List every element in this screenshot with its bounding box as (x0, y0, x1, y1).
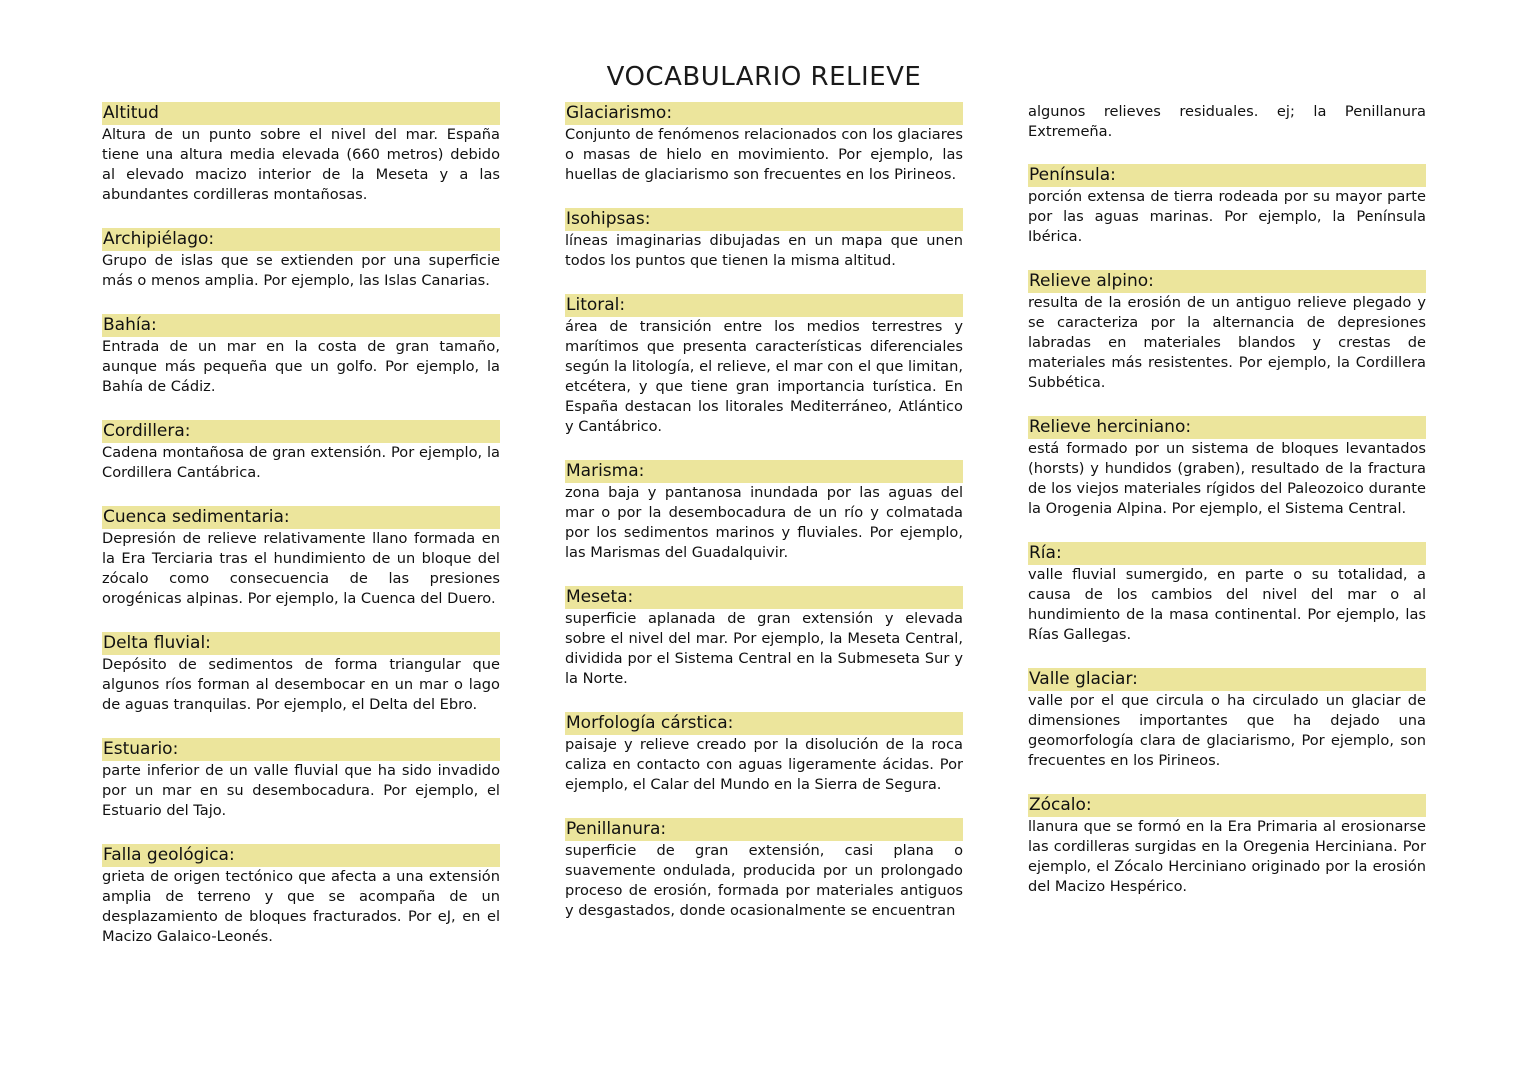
term-definition: zona baja y pantanosa inundada por las aguas del mar o por la desembocadura de un río y colmatada por los sedimentos marinos y fluviales. Por ejemplo, las Marismas del Guadalquivir. (565, 484, 963, 561)
glossary-entry (565, 102, 963, 185)
term-definition: líneas imaginarias dibujadas en un mapa que unen todos los puntos que tienen la misma altitud. (565, 232, 963, 269)
glossary-entry (1028, 164, 1426, 247)
glossary-entry (102, 102, 500, 205)
term-heading: Relieve herciniano: (1028, 416, 1426, 439)
term-heading: Litoral: (565, 294, 963, 317)
glossary-entry (565, 460, 963, 563)
column-2 (565, 102, 963, 944)
term-definition: valle fluvial sumergido, en parte o su totalidad, a causa de los cambios del nivel del mar o al hundimiento de la masa continental. Por ejemplo, las Rías Gallegas. (1028, 566, 1426, 643)
term-definition: Grupo de islas que se extienden por una superficie más o menos amplia. Por ejemplo, las Islas Canarias. (102, 252, 500, 289)
term-heading: Estuario: (102, 738, 500, 761)
term-heading: Ría: (1028, 542, 1426, 565)
column-1 (102, 102, 500, 970)
glossary-entry (102, 738, 500, 821)
term-heading: Zócalo: (1028, 794, 1426, 817)
term-heading: Cordillera: (102, 420, 500, 443)
term-definition: resulta de la erosión de un antiguo relieve plegado y se caracteriza por la alternancia de depresiones labradas en materiales blandos y crestas de materiales más resistentes. Por ejemplo, la Cordillera Subbética. (1028, 294, 1426, 391)
term-definition: llanura que se formó en la Era Primaria al erosionarse las cordilleras surgidas en la Oregenia Herciniana. Por ejemplo, el Zócalo Herciniano originado por la erosión del Macizo Hespérico. (1028, 818, 1426, 895)
term-definition: está formado por un sistema de bloques levantados (horsts) y hundidos (graben), resultado de la fractura de los viejos materiales rígidos del Paleozoico durante la Orogenia Alpina. Por ejemplo, el Sistema Central. (1028, 440, 1426, 517)
glossary-entry (565, 586, 963, 689)
term-heading: Falla geológica: (102, 844, 500, 867)
term-definition: Depresión de relieve relativamente llano formada en la Era Terciaria tras el hundimiento de un bloque del zócalo como consecuencia de las presiones orogénicas alpinas. Por ejemplo, la Cuenca del Duero. (102, 530, 500, 607)
glossary-entry (1028, 794, 1426, 897)
glossary-entry (1028, 542, 1426, 645)
term-definition: porción extensa de tierra rodeada por su mayor parte por las aguas marinas. Por ejemplo, la Península Ibérica. (1028, 188, 1426, 245)
glossary-entry (102, 420, 500, 483)
term-definition: superficie aplanada de gran extensión y elevada sobre el nivel del mar. Por ejemplo, la Meseta Central, dividida por el Sistema Central en la Submeseta Sur y la Norte. (565, 610, 963, 687)
term-heading: Glaciarismo: (565, 102, 963, 125)
term-definition: grieta de origen tectónico que afecta a una extensión amplia de terreno y que se acompaña de un desplazamiento de bloques fracturados. Por eJ, en el Macizo Galaico-Leonés. (102, 868, 500, 945)
glossary-entry (1028, 270, 1426, 393)
term-definition: paisaje y relieve creado por la disolución de la roca caliza en contacto con aguas ligeramente ácidas. Por ejemplo, el Calar del Mundo en la Sierra de Segura. (565, 736, 963, 793)
term-heading: Delta fluvial: (102, 632, 500, 655)
glossary-entry (102, 632, 500, 715)
term-heading: Isohipsas: (565, 208, 963, 231)
glossary-entry (565, 294, 963, 437)
term-definition: valle por el que circula o ha circulado un glaciar de dimensiones importantes que ha dejado una geomorfología clara de glaciarismo, Por ejemplo, son frecuentes en los Pirineos. (1028, 692, 1426, 769)
term-definition: Cadena montañosa de gran extensión. Por ejemplo, la Cordillera Cantábrica. (102, 444, 500, 481)
term-heading: Morfología cárstica: (565, 712, 963, 735)
glossary-entry (102, 314, 500, 397)
glossary-entry (565, 818, 963, 921)
term-definition: Conjunto de fenómenos relacionados con los glaciares o masas de hielo en movimiento. Por ejemplo, las huellas de glaciarismo son frecuentes en los Pirineos. (565, 126, 963, 183)
glossary-entry (1028, 668, 1426, 771)
term-heading: Bahía: (102, 314, 500, 337)
page-title: VOCABULARIO RELIEVE (606, 62, 922, 92)
term-heading: Cuenca sedimentaria: (102, 506, 500, 529)
term-definition: superficie de gran extensión, casi plana o suavemente ondulada, producida por un prolongado proceso de erosión, formada por materiales antiguos y desgastados, donde ocasionalmente se encuentran (565, 842, 963, 919)
glossary-entry (102, 228, 500, 291)
term-definition: parte inferior de un valle fluvial que ha sido invadido por un mar en su desembocadura. Por ejemplo, el Estuario del Tajo. (102, 762, 500, 819)
term-heading: Meseta: (565, 586, 963, 609)
term-heading: Altitud (102, 102, 500, 125)
glossary-entry (565, 208, 963, 271)
column-3 (1028, 102, 1426, 920)
glossary-entry (565, 712, 963, 795)
term-definition: Entrada de un mar en la costa de gran tamaño, aunque más pequeña que un golfo. Por ejemplo, la Bahía de Cádiz. (102, 338, 500, 395)
term-heading: Relieve alpino: (1028, 270, 1426, 293)
glossary-entry (1028, 416, 1426, 519)
glossary-entry (102, 844, 500, 947)
term-heading: Archipiélago: (102, 228, 500, 251)
term-heading: Penillanura: (565, 818, 963, 841)
continued-definition: algunos relieves residuales. ej; la Penillanura Extremeña. (1028, 103, 1426, 140)
term-definition: Altura de un punto sobre el nivel del mar. España tiene una altura media elevada (660 metros) debido al elevado macizo interior de la Meseta y a las abundantes cordilleras montañosas. (102, 126, 500, 203)
term-definition: Depósito de sedimentos de forma triangular que algunos ríos forman al desembocar en un mar o lago de aguas tranquilas. Por ejemplo, el Delta del Ebro. (102, 656, 500, 713)
term-heading: Marisma: (565, 460, 963, 483)
term-heading: Valle glaciar: (1028, 668, 1426, 691)
glossary-entry (102, 506, 500, 609)
term-definition: área de transición entre los medios terrestres y marítimos que presenta características diferenciales según la litología, el relieve, el mar con el que limitan, etcétera, y que tiene gran importancia turística. En España destacan los litorales Mediterráneo, Atlántico y Cantábrico. (565, 318, 963, 435)
term-heading: Península: (1028, 164, 1426, 187)
